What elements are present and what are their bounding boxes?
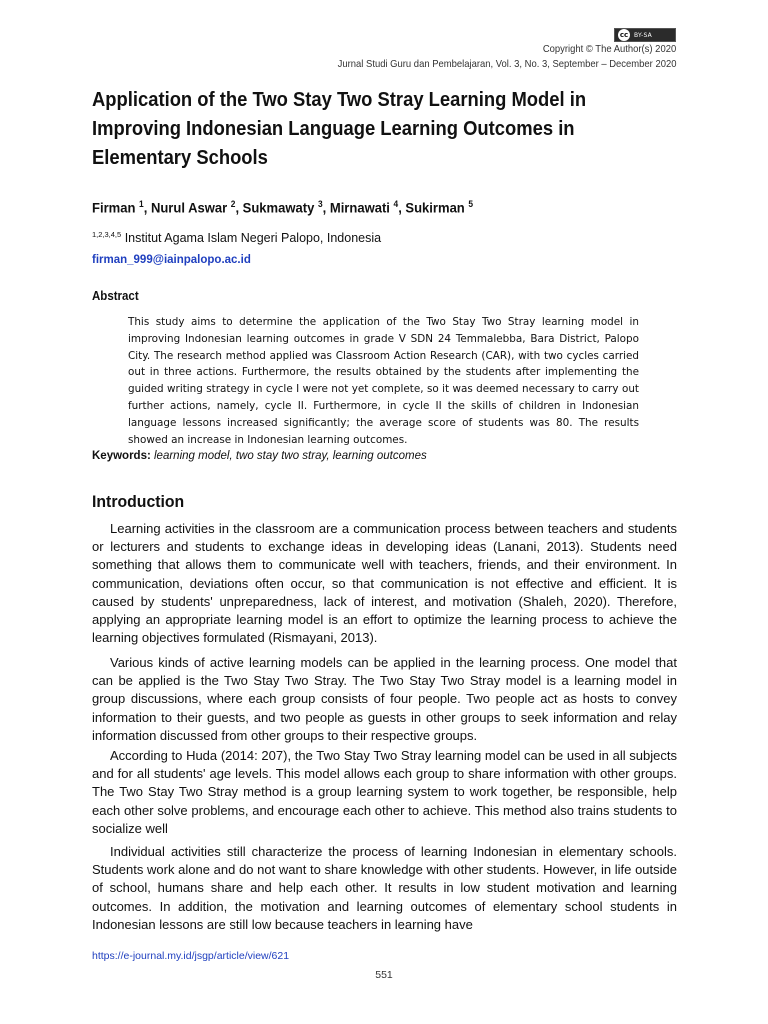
author-name: Firman bbox=[92, 199, 136, 216]
cc-license-badge[interactable] bbox=[614, 28, 676, 42]
author-name: Mirnawati bbox=[329, 199, 390, 216]
page-number: 551 bbox=[375, 969, 393, 981]
author-name: Sukmawaty bbox=[242, 199, 315, 216]
keywords bbox=[92, 450, 427, 462]
author-affiliation-marker: 2 bbox=[230, 199, 236, 209]
journal-citation: Jurnal Studi Guru dan Pembelajaran, Vol. 3, No. 3, September – December 2020 bbox=[337, 58, 676, 70]
author-affiliation-marker: 1 bbox=[139, 199, 144, 209]
license-label: BY-SA bbox=[634, 31, 652, 39]
section-heading-introduction: Introduction bbox=[92, 492, 185, 511]
author-name: Sukirman bbox=[405, 199, 465, 216]
body-paragraph: According to Huda (2014: 207), the Two Stay Two Stray learning model can be used in all subjects and for all students' age levels. This model allows each group to share information with other groups. The Two Stay Two Stray method is a group learning system to work together, be responsible, help each other solve problems, and encourage each other to achieve. This method also trains students to socialize well bbox=[92, 748, 677, 836]
article-url-link[interactable]: https://e-journal.my.id/jsgp/article/view/621 bbox=[92, 950, 290, 962]
affiliation bbox=[92, 230, 381, 245]
body-paragraph: Various kinds of active learning models can be applied in the learning process. One model that can be applied is the Two Stay Two Stray. The Two Stay Two Stray model is a learning model in group discussions, where each group consists of four people. Two people act as hosts to convey information to their guests, and two people as guests in other groups to seek information and relay information discussed from other groups to their respective groups. bbox=[92, 655, 677, 743]
abstract-heading: Abstract bbox=[92, 289, 139, 303]
author-affiliation-marker: 4 bbox=[393, 199, 399, 209]
copyright-notice: Copyright © The Author(s) 2020 bbox=[542, 43, 676, 55]
article-title: Application of the Two Stay Two Stray Learning Model in Improving Indonesian Language Learning Outcomes in Elementary Schools bbox=[92, 89, 587, 169]
corresponding-email-link[interactable]: firman_999@iainpalopo.ac.id bbox=[92, 254, 251, 266]
author-affiliation-marker: 3 bbox=[317, 199, 323, 209]
keywords-label: Keywords: bbox=[92, 450, 151, 462]
body-paragraph: Individual activities still characterize the process of learning Indonesian in elementary schools. Students work alone and do not want to share knowledge with other students. However, in life outside of school, humans share and help each other. It results in low student motivation and learning outcomes. In addition, the motivation and learning outcomes of elementary school students in Indonesian lessons are still low because teachers in learning have bbox=[92, 844, 677, 932]
creative-commons-icon: cc bbox=[619, 31, 629, 39]
author-list: Firman $^1$, Nurul Aswar $^2$, Sukmawaty $^3$, Mirnawati $^4$, Sukirman $^5$ bbox=[92, 199, 474, 216]
affiliation-text: Institut Agama Islam Negeri Palopo, Indonesia bbox=[124, 231, 382, 246]
author-affiliation-marker: 5 bbox=[468, 199, 474, 209]
abstract-text: This study aims to determine the application of the Two Stay Two Stray learning model in improving Indonesian learning outcomes in grade V SDN 24 Temmalebba, Bara District, Palopo City. The research method applied was Classroom Action Research (CAR), with two cycles carried out in three actions. Furthermore, the results obtained by the students after implementing the guided writing strategy in cycle I were not yet complete, so it was deemed necessary to carry out further actions, namely, cycle II. Furthermore, in cycle II the skills of children in Indonesian language lessons increased significantly; the average score of students was 80. The results showed an increase in Indonesian learning outcomes. bbox=[128, 316, 639, 446]
keywords-text: learning model, two stay two stray, learning outcomes bbox=[154, 450, 427, 462]
author-name: Nurul Aswar bbox=[150, 199, 228, 216]
body-paragraph: Learning activities in the classroom are a communication process between teachers and students or lecturers and students to exchange ideas in developing ideas (Lanani, 2013). Students need something that allows them to communicate well with teachers, friends, and their environment. In communication, deviations often occur, so that communication is not effective and efficient. It is caused by students' unpreparedness, lack of interest, and motivation (Shaleh, 2020). Therefore, applying an appropriate learning model is an effort to optimize the learning process to achieve the learning objectives formulated (Rismayani, 2013). bbox=[92, 521, 677, 646]
affiliation-markers: 1,2,3,4,5 bbox=[92, 230, 122, 239]
